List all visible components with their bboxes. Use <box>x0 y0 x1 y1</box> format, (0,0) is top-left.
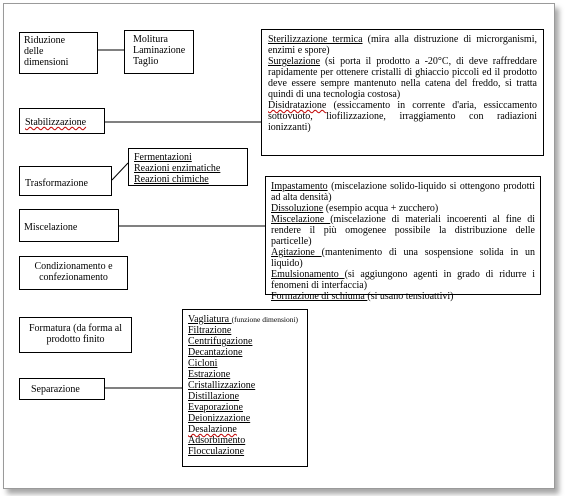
condizionamento-box <box>19 256 128 290</box>
impastamento-term: Impastamento <box>271 181 328 192</box>
stabilizzazione-box <box>19 108 105 134</box>
sterilizzazione-text: (mira alla distruzione di microrganismi, enzimi e spore) <box>268 34 537 56</box>
reazioni-chimiche-item: Reazioni chimiche <box>134 174 209 185</box>
miscelazione-label: Miscelazione <box>24 222 78 233</box>
disidratazione-term: Disidratazione <box>268 100 327 111</box>
formatura-label: Formatura (da forma al prodotto finito <box>28 323 123 345</box>
distillazione-item: Distillazione <box>188 391 240 402</box>
desalazione-item: Desalazione <box>188 424 237 435</box>
trasformazione-label: Trasformazione <box>25 178 88 189</box>
stabilizzazione-label: Stabilizzazione <box>25 117 87 128</box>
riduzione-box <box>19 32 98 74</box>
molitura-item: Molitura <box>133 34 168 45</box>
flocculazione-item: Flocculazione <box>188 446 245 457</box>
decantazione-item: Decantazione <box>188 347 243 358</box>
cicloni-item: Cicloni <box>188 358 218 369</box>
miscelazione-box <box>19 209 119 242</box>
surgelazione-term: Surgelazione <box>268 56 321 67</box>
emulsionamento-term: Emulsionamento <box>271 269 345 280</box>
impastamento-text: (miscelazione solido-liquido si ottengono prodotti ad alta densità) <box>271 181 535 203</box>
miscelazione-text: (miscelazione di materiali incoerenti al fine di rendere il più omogenee possibile la distribuzione delle particelle) <box>271 214 535 247</box>
trasformazione-list-box <box>128 148 248 186</box>
emulsionamento-text: (si aggiungono agenti in grado di ridurre i fenomeni di interfaccia) <box>271 269 535 291</box>
formatura-box <box>19 317 132 353</box>
separazione-label: Separazione <box>31 384 80 395</box>
miscelazione-term: Miscelazione <box>271 214 331 225</box>
fermentazioni-item: Fermentazioni <box>134 152 192 163</box>
dissoluzione-text: (esempio acqua + zucchero) <box>323 203 439 214</box>
surgelazione-text: (si porta il prodotto a -20°C, di deve raffreddare rapidamente per ottenere cristalli di ghiaccio piccoli ed il prodotto deve essere sempre mantenuto nella catena del freddo, si tratta quindi di una tecnologia costosa) <box>268 56 537 100</box>
adsorbimento-item: Adsorbimento <box>188 435 246 446</box>
evaporazione-item: Evaporazione <box>188 402 243 413</box>
schiuma-text: (si usano tensioattivi) <box>367 291 454 302</box>
filtrazione-item: Filtrazione <box>188 325 232 336</box>
condizionamento-label: Condizionamento e confezionamento <box>34 261 113 283</box>
cristallizzazione-item: Cristallizzazione <box>188 380 256 391</box>
schiuma-term: Formazione di schiuma <box>271 291 368 302</box>
taglio-item: Taglio <box>133 56 159 67</box>
vagliatura-term: Vagliatura <box>188 314 232 325</box>
centrifugazione-item: Centrifugazione <box>188 336 253 347</box>
dissoluzione-term: Dissoluzione <box>271 203 324 214</box>
riduzione-label: Riduzione delle dimensioni <box>24 35 69 68</box>
agitazione-text: (mantenimento di una sospensione solida in un liquido) <box>271 247 535 269</box>
estrazione-item: Estrazione <box>188 369 231 380</box>
sterilizzazione-term: Sterilizzazione termica <box>268 34 363 45</box>
vagliatura-note: (funzione dimensioni) <box>231 315 299 324</box>
separazione-box <box>19 378 105 400</box>
agitazione-term: Agitazione <box>271 247 322 258</box>
separazione-detail-box <box>182 309 308 467</box>
trasformazione-box <box>19 166 112 196</box>
molitura-box <box>124 30 194 74</box>
reazioni-enzimatiche-item: Reazioni enzimatiche <box>134 163 221 174</box>
laminazione-item: Laminazione <box>133 45 186 56</box>
deionizzazione-item: Deionizzazione <box>188 413 251 424</box>
miscelazione-detail-box <box>265 176 541 302</box>
stabilizzazione-detail-box <box>261 29 544 156</box>
disidratazione-text: (essiccamento in corrente d'aria, essiccamento sottovuoto, liofilizzazione, irraggiamento con radiazioni ionizzanti) <box>268 100 537 133</box>
